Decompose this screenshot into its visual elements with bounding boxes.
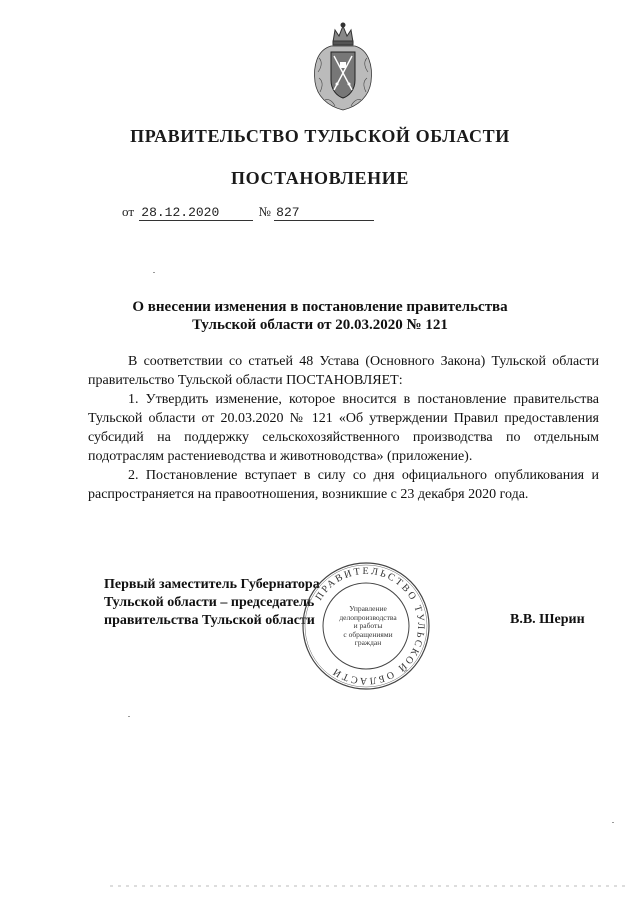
stamp-inner-line: Управление	[349, 604, 387, 613]
body-paragraph-2: 1. Утвердить изменение, которое вносится в постановление правительства Тульской области от 20.03.2020 № 121 «Об утверждении Правил предоставления субсидий на поддержку сельскохозяйственного производства по отдельным подотраслям растениеводства и животноводства» (приложение).	[88, 392, 599, 464]
signer-line-2: Тульской области – председатель	[104, 595, 315, 610]
date-prefix: от	[122, 204, 135, 219]
government-title: ПРАВИТЕЛЬСТВО ТУЛЬСКОЙ ОБЛАСТИ	[130, 126, 510, 146]
subject-line-2: Тульской области от 20.03.2020 № 121	[192, 317, 448, 333]
number-prefix: №	[258, 204, 271, 219]
scan-speck	[128, 716, 130, 717]
document-body	[88, 352, 599, 504]
document-date: 28.12.2020	[139, 205, 253, 221]
scan-speck	[153, 272, 155, 273]
stamp-inner-line: делопроизводства	[339, 612, 397, 622]
scan-edge-noise	[110, 884, 630, 888]
body-paragraph-1: В соответствии со статьей 48 Устава (Основного Закона) Тульской области правительство Тульской области ПОСТАНОВЛЯЕТ:	[88, 354, 599, 388]
scan-speck	[612, 822, 614, 823]
signer-name: В.В. Шерин	[510, 612, 585, 627]
stamp-inner-line: с обращениями	[343, 629, 393, 639]
signer-line-3: правительства Тульской области	[104, 613, 315, 628]
signer-position	[104, 576, 320, 630]
document-type: ПОСТАНОВЛЕНИЕ	[231, 168, 409, 188]
document-subject	[80, 298, 560, 334]
document-number: 827	[274, 205, 374, 221]
body-paragraph-3: 2. Постановление вступает в силу со дня официального опубликования и распространяется на правоотношения, возникшие с 23 декабря 2020 года.	[88, 468, 599, 502]
subject-line-1: О внесении изменения в постановление правительства	[132, 299, 508, 315]
signer-line-1: Первый заместитель Губернатора	[104, 577, 320, 592]
stamp-ring-text: ПРАВИТЕЛЬСТВО ТУЛЬСКОЙ ОБЛАСТИ	[313, 565, 427, 687]
stamp-inner-line: и работы	[353, 621, 383, 630]
stamp-inner-line: граждан	[354, 638, 382, 647]
date-number-line	[122, 204, 374, 222]
coat-of-arms-icon	[307, 22, 379, 112]
stamp-inner-text	[333, 605, 403, 648]
